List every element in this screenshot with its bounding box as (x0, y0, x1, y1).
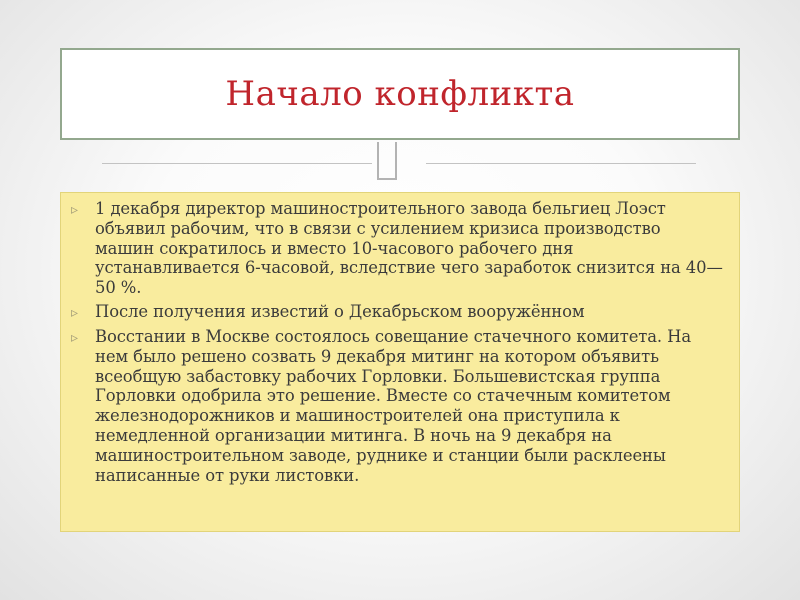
content-box (60, 192, 740, 532)
divider-line-left (102, 163, 372, 164)
list-item (71, 199, 723, 298)
bullet-list (71, 199, 723, 485)
bullet-text: Восстании в Москве состоялось совещание стачечного комитета. На нем было решено созвать 9 декабря митинг на котором объявить всеобщую забастовку рабочих Горловки. Большевистская группа Горловки одобрила это решение. Вместе со стачечным комитетом железнодорожников и машиностроителей она приступила к немедленной организации митинга. В ночь на 9 декабря на машиностроительном заводе, руднике и станции были расклеены написанные от руки листовки. (95, 326, 692, 485)
arrow-square-icon: ▹ (71, 329, 79, 346)
title-connector (377, 142, 397, 180)
list-item (71, 302, 723, 323)
divider-line-right (426, 163, 696, 164)
arrow-square-icon: ▹ (71, 202, 79, 218)
bullet-text: 1 декабря директор машиностроительного завода бельгиец Лоэст объявил рабочим, что в связи с усилением кризиса производство машин сократилось и вместо 10-часового рабочего дня устанавливается 6-часовой, вследствие чего заработок снизится на 40—50 %. (95, 199, 723, 298)
bullet-text: После получения известий о Декабрьском вооружённом (95, 301, 585, 321)
title-box (60, 48, 740, 140)
arrow-square-icon: ▹ (71, 304, 79, 321)
slide-title: Начало конфликта (225, 74, 575, 114)
list-item (71, 327, 723, 485)
